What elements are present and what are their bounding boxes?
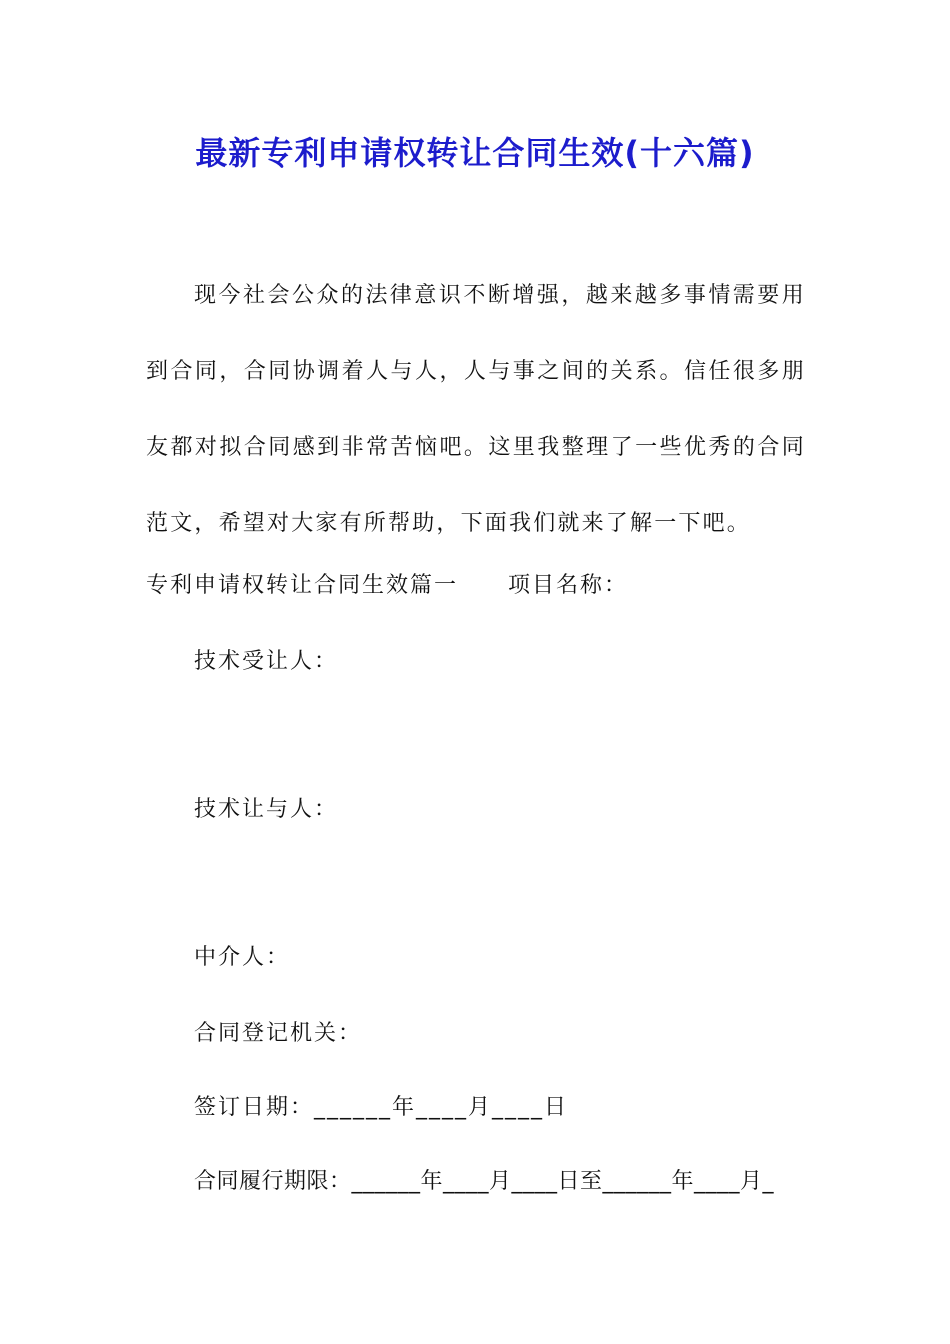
assignee-label: 技术受让人：: [194, 649, 339, 674]
section-heading-line: [146, 568, 628, 599]
sign-date-line: 签订日期：______年____月____日: [194, 1095, 569, 1120]
section-heading: 专利申请权转让合同生效篇一: [146, 573, 459, 598]
document-title: 最新专利申请权转让合同生效(十六篇): [195, 134, 755, 172]
assignor-label: 技术让与人：: [194, 797, 339, 822]
project-name-label: 项目名称：: [508, 573, 629, 598]
contract-term-line: 合同履行期限：______年____月____日至______年____月_: [194, 1169, 775, 1194]
registry-label: 合同登记机关：: [194, 1021, 363, 1046]
agent-label: 中介人：: [194, 945, 291, 970]
intro-paragraph: 现今社会公众的法律意识不断增强，越来越多事情需要用到合同，合同协调着人与人，人与事之间的关系。信任很多朋友都对拟合同感到非常苦恼吧。这里我整理了一些优秀的合同范文，希望对大家有所帮助，下面我们就来了解一下吧。: [146, 283, 806, 536]
